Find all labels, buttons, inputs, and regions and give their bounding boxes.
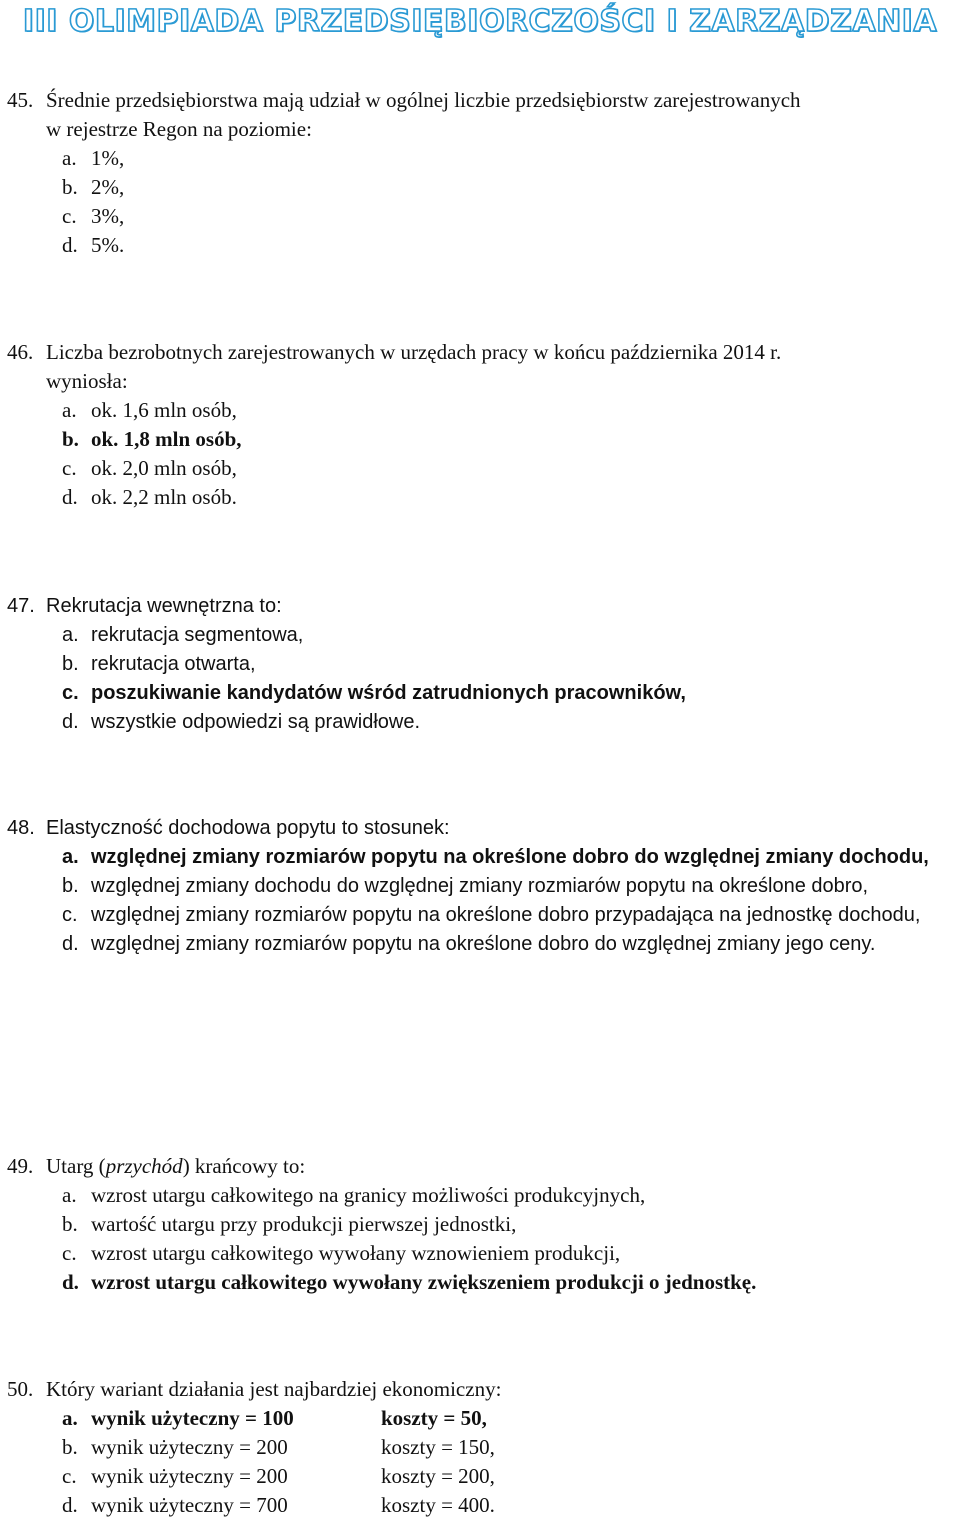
- answer-option-c[interactable]: [0, 202, 960, 231]
- option-result: wynik użyteczny = 100: [91, 1406, 294, 1430]
- option-result: wynik użyteczny = 700: [91, 1493, 288, 1517]
- option-letter: d.: [62, 933, 79, 955]
- option-letter: a.: [62, 846, 79, 868]
- option-cost: koszty = 400.: [381, 1493, 495, 1517]
- option-letter: c.: [62, 1464, 77, 1488]
- option-letter: a.: [62, 1406, 78, 1430]
- question-number: 49.: [7, 1154, 34, 1178]
- option-text: 3%,: [91, 204, 125, 228]
- option-text: względnej zmiany dochodu do względnej zmiany rozmiarów popytu na określone dobro,: [91, 875, 869, 897]
- option-letter: b.: [62, 427, 79, 451]
- option-letter: d.: [62, 1270, 79, 1294]
- option-letter: b.: [62, 1212, 78, 1236]
- question-text-continued: w rejestrze Regon na poziomie:: [46, 117, 312, 141]
- question-number: 45.: [7, 88, 34, 112]
- option-letter: a.: [62, 624, 79, 646]
- option-letter: a.: [62, 146, 77, 170]
- answer-option-a[interactable]: [0, 144, 960, 173]
- answer-option-a[interactable]: [0, 843, 960, 872]
- option-letter: b.: [62, 653, 79, 675]
- answer-option-a[interactable]: [0, 396, 960, 425]
- answer-option-b[interactable]: [0, 173, 960, 202]
- option-result: wynik użyteczny = 200: [91, 1464, 288, 1488]
- option-result: wynik użyteczny = 200: [91, 1435, 288, 1459]
- answer-option-b[interactable]: [0, 650, 960, 679]
- answer-option-d[interactable]: [0, 231, 960, 260]
- option-cost: koszty = 200,: [381, 1464, 495, 1488]
- option-text: wzrost utargu całkowitego wywołany zwiększeniem produkcji o jednostkę.: [91, 1270, 757, 1294]
- answer-option-d[interactable]: [0, 708, 960, 737]
- option-text: rekrutacja segmentowa,: [91, 624, 304, 646]
- question-number: 50.: [7, 1377, 34, 1401]
- question-text-pre: Utarg (: [46, 1154, 106, 1178]
- option-letter: d.: [62, 233, 78, 257]
- answer-option-d[interactable]: [0, 930, 960, 959]
- question-number: 46.: [7, 340, 34, 364]
- option-text: ok. 1,8 mln osób,: [91, 427, 242, 451]
- question-text: [46, 1152, 305, 1181]
- answer-option-d[interactable]: [0, 1268, 960, 1297]
- question-text: Liczba bezrobotnych zarejestrowanych w urzędach pracy w końcu października 2014 r.: [46, 340, 782, 364]
- option-letter: b.: [62, 875, 79, 897]
- answer-option-a[interactable]: [0, 1404, 960, 1433]
- option-text: 1%,: [91, 146, 125, 170]
- question-number: 48.: [7, 817, 35, 839]
- question-text: Elastyczność dochodowa popytu to stosunek:: [46, 817, 450, 839]
- option-text: ok. 2,0 mln osób,: [91, 456, 237, 480]
- answer-option-c[interactable]: [0, 1239, 960, 1268]
- option-text: względnej zmiany rozmiarów popytu na określone dobro do względnej zmiany dochodu,: [91, 846, 929, 868]
- option-letter: c.: [62, 456, 77, 480]
- option-text: wzrost utargu całkowitego na granicy możliwości produkcyjnych,: [91, 1183, 646, 1207]
- answer-option-b[interactable]: [0, 1433, 960, 1462]
- answer-option-c[interactable]: [0, 454, 960, 483]
- option-cost: koszty = 50,: [381, 1406, 487, 1430]
- question-46: [0, 338, 960, 512]
- page-header-title: III OLIMPIADA PRZEDSIĘBIORCZOŚCI I ZARZĄDZANIA: [22, 4, 938, 39]
- option-text: ok. 1,6 mln osób,: [91, 398, 237, 422]
- question-49: [0, 1152, 960, 1297]
- option-letter: d.: [62, 1493, 78, 1517]
- question-50: [0, 1375, 960, 1520]
- answer-option-b[interactable]: [0, 872, 960, 901]
- option-text: wszystkie odpowiedzi są prawidłowe.: [91, 711, 421, 733]
- answer-option-d[interactable]: [0, 483, 960, 512]
- answer-option-c[interactable]: [0, 679, 960, 708]
- option-text: wartość utargu przy produkcji pierwszej jednostki,: [91, 1212, 517, 1236]
- option-letter: d.: [62, 485, 78, 509]
- answer-option-d[interactable]: [0, 1491, 960, 1520]
- answer-option-c[interactable]: [0, 1462, 960, 1491]
- question-text: Który wariant działania jest najbardziej ekonomiczny:: [46, 1377, 502, 1401]
- option-letter: a.: [62, 398, 77, 422]
- question-text-post: ) krańcowy to:: [182, 1154, 306, 1178]
- option-text: względnej zmiany rozmiarów popytu na określone dobro przypadająca na jednostkę dochodu,: [91, 904, 921, 926]
- option-text: wzrost utargu całkowitego wywołany wznowieniem produkcji,: [91, 1241, 621, 1265]
- option-letter: c.: [62, 904, 78, 926]
- question-text-continued: wyniosła:: [46, 369, 128, 393]
- question-47: [0, 592, 960, 737]
- option-letter: d.: [62, 711, 79, 733]
- answer-option-a[interactable]: [0, 1181, 960, 1210]
- option-text: względnej zmiany rozmiarów popytu na określone dobro do względnej zmiany jego ceny.: [91, 933, 876, 955]
- answer-option-b[interactable]: [0, 1210, 960, 1239]
- option-text: 5%.: [91, 233, 125, 257]
- option-letter: c.: [62, 204, 77, 228]
- option-text: ok. 2,2 mln osób.: [91, 485, 237, 509]
- question-number: 47.: [7, 595, 35, 617]
- question-text: Średnie przedsiębiorstwa mają udział w ogólnej liczbie przedsiębiorstw zarejestrowanych: [46, 88, 801, 112]
- question-text: Rekrutacja wewnętrzna to:: [46, 595, 282, 617]
- option-cost: koszty = 150,: [381, 1435, 495, 1459]
- option-text: rekrutacja otwarta,: [91, 653, 256, 675]
- answer-option-a[interactable]: [0, 621, 960, 650]
- option-letter: a.: [62, 1183, 77, 1207]
- option-letter: c.: [62, 682, 79, 704]
- option-letter: b.: [62, 175, 78, 199]
- question-48: [0, 814, 960, 959]
- option-text: 2%,: [91, 175, 125, 199]
- option-letter: c.: [62, 1241, 77, 1265]
- option-text: poszukiwanie kandydatów wśród zatrudnionych pracowników,: [91, 682, 686, 704]
- answer-option-b[interactable]: [0, 425, 960, 454]
- answer-option-c[interactable]: [0, 901, 960, 930]
- question-45: [0, 86, 960, 260]
- question-text-italic: przychód: [105, 1154, 183, 1178]
- option-letter: b.: [62, 1435, 78, 1459]
